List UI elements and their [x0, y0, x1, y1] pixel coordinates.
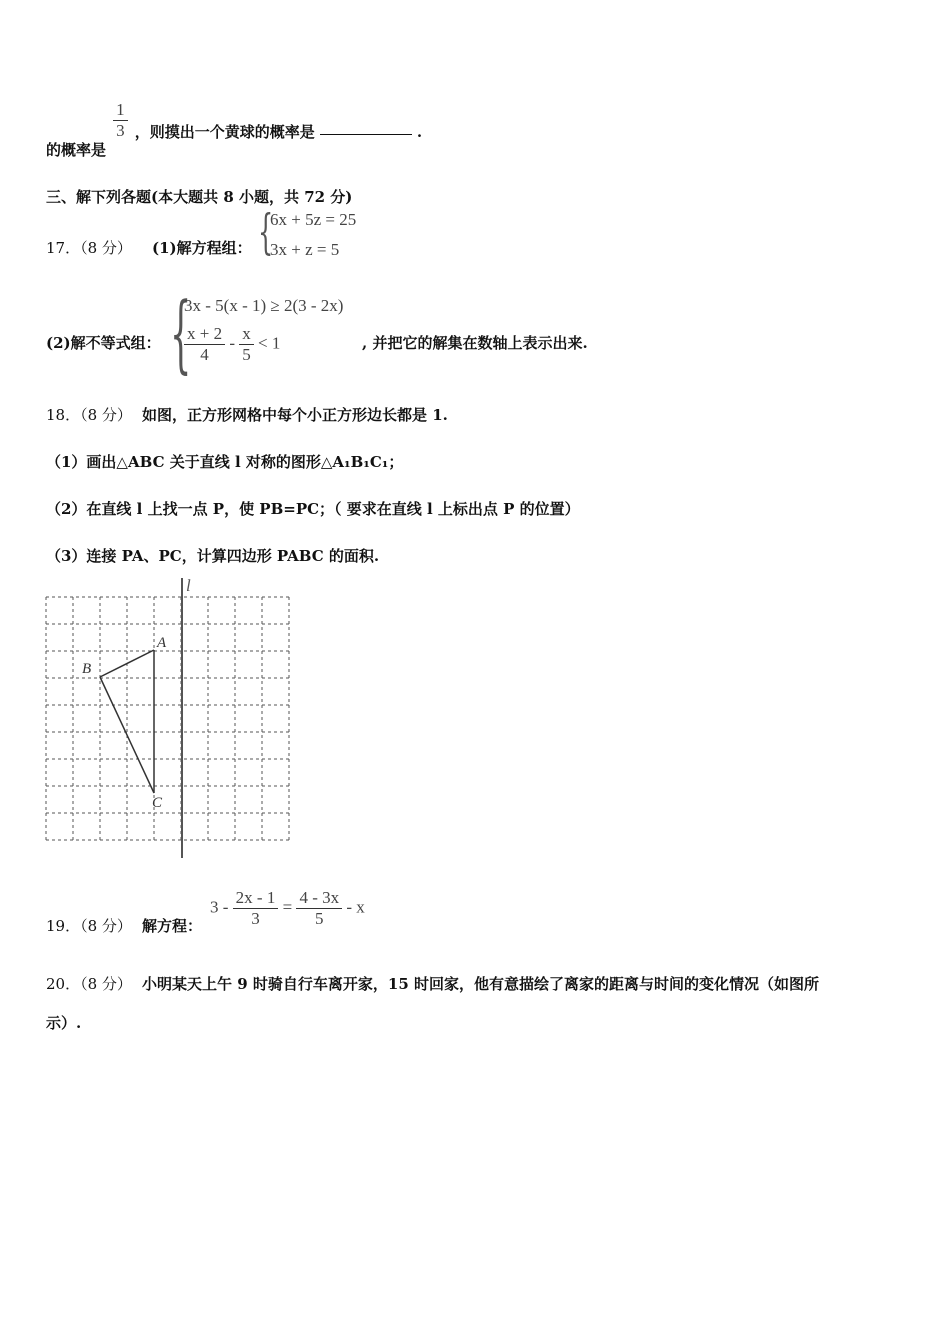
q19-equation	[210, 888, 365, 929]
prob-fraction	[113, 100, 128, 141]
prob-lead: 的概率是	[46, 141, 107, 159]
q17-brace2: {	[170, 284, 192, 382]
q17-ineq1: 3x - 5(x - 1) ≥ 2(3 - 2x)	[184, 296, 344, 315]
q17-part2: (2)解不等式组：	[46, 334, 161, 352]
q17-brace1: {	[258, 204, 274, 260]
q20-number: 20．（8 分）	[46, 975, 132, 993]
q19-frac1-num: 2x - 1	[235, 888, 276, 907]
q19-frac2-den: 5	[296, 908, 342, 929]
q18-sub2: （2）在直线 l 上找一点 P，使 PB=PC；（ 要求在直线 l 上标出点 P 的位置）	[46, 500, 580, 518]
q18-sub1: （1）画出△ABC 关于直线 l 对称的图形△A₁B₁C₁；	[46, 453, 404, 471]
prob-frac-num: 1	[116, 100, 125, 119]
label-a: A	[157, 635, 167, 651]
q17-frac2	[239, 324, 254, 365]
prob-frac-den: 3	[113, 120, 128, 141]
q19-frac1	[233, 888, 279, 929]
q19-frac1-den: 3	[233, 908, 279, 929]
q17-rhs: < 1	[258, 333, 281, 353]
q17-frac2-den: 5	[239, 344, 254, 365]
segment-ab	[100, 650, 154, 677]
q18-intro: 如图，正方形网格中每个小正方形边长都是 1.	[142, 406, 448, 424]
q17-frac1-den: 4	[184, 344, 225, 365]
q19-text: 解方程：	[142, 917, 203, 935]
q17-part2-tail: , 并把它的解集在数轴上表示出来.	[362, 334, 588, 352]
prob-tail: ，则摸出一个黄球的概率是	[134, 123, 315, 141]
prob-end: .	[416, 123, 423, 141]
q19-lhs-const: 3 -	[210, 897, 229, 917]
q17-frac2-num: x	[242, 324, 251, 343]
prob-line	[46, 100, 423, 159]
grid-lines	[46, 597, 289, 840]
q19-rhs-tail: - x	[346, 897, 365, 917]
q18-sub3: （3）连接 PA、PC，计算四边形 PABC 的面积.	[46, 547, 380, 565]
q19-eq: =	[282, 897, 293, 917]
label-l: l	[186, 576, 191, 595]
q19-frac2-num: 4 - 3x	[299, 888, 340, 907]
q17-minus: -	[229, 333, 236, 353]
q19-number: 19．（8 分）	[46, 917, 132, 935]
q20-line2: 示）.	[46, 1014, 82, 1032]
q17-ineq2	[184, 324, 280, 365]
section3-title: 三、解下列各题(本大题共 8 小题，共 72 分)	[46, 188, 353, 206]
q19-frac2	[296, 888, 342, 929]
q20-line1: 小明某天上午 9 时骑自行车离开家，15 时回家，他有意描绘了离家的距离与时间的变化情况（如图所	[142, 975, 819, 993]
q17-eq2: 3x + z = 5	[270, 240, 340, 259]
q17-frac1-num: x + 2	[187, 324, 223, 343]
answer-blank	[320, 120, 412, 135]
q18-number: 18．（8 分）	[46, 406, 132, 424]
label-b: B	[82, 661, 92, 677]
q17-frac1	[184, 324, 225, 365]
label-c: C	[152, 795, 163, 811]
q17-eq1: 6x + 5z = 25	[270, 210, 357, 229]
grid-figure	[40, 575, 300, 865]
q17-part1: (1)解方程组：	[152, 239, 252, 257]
q17-number: 17．（8 分）	[46, 239, 132, 257]
